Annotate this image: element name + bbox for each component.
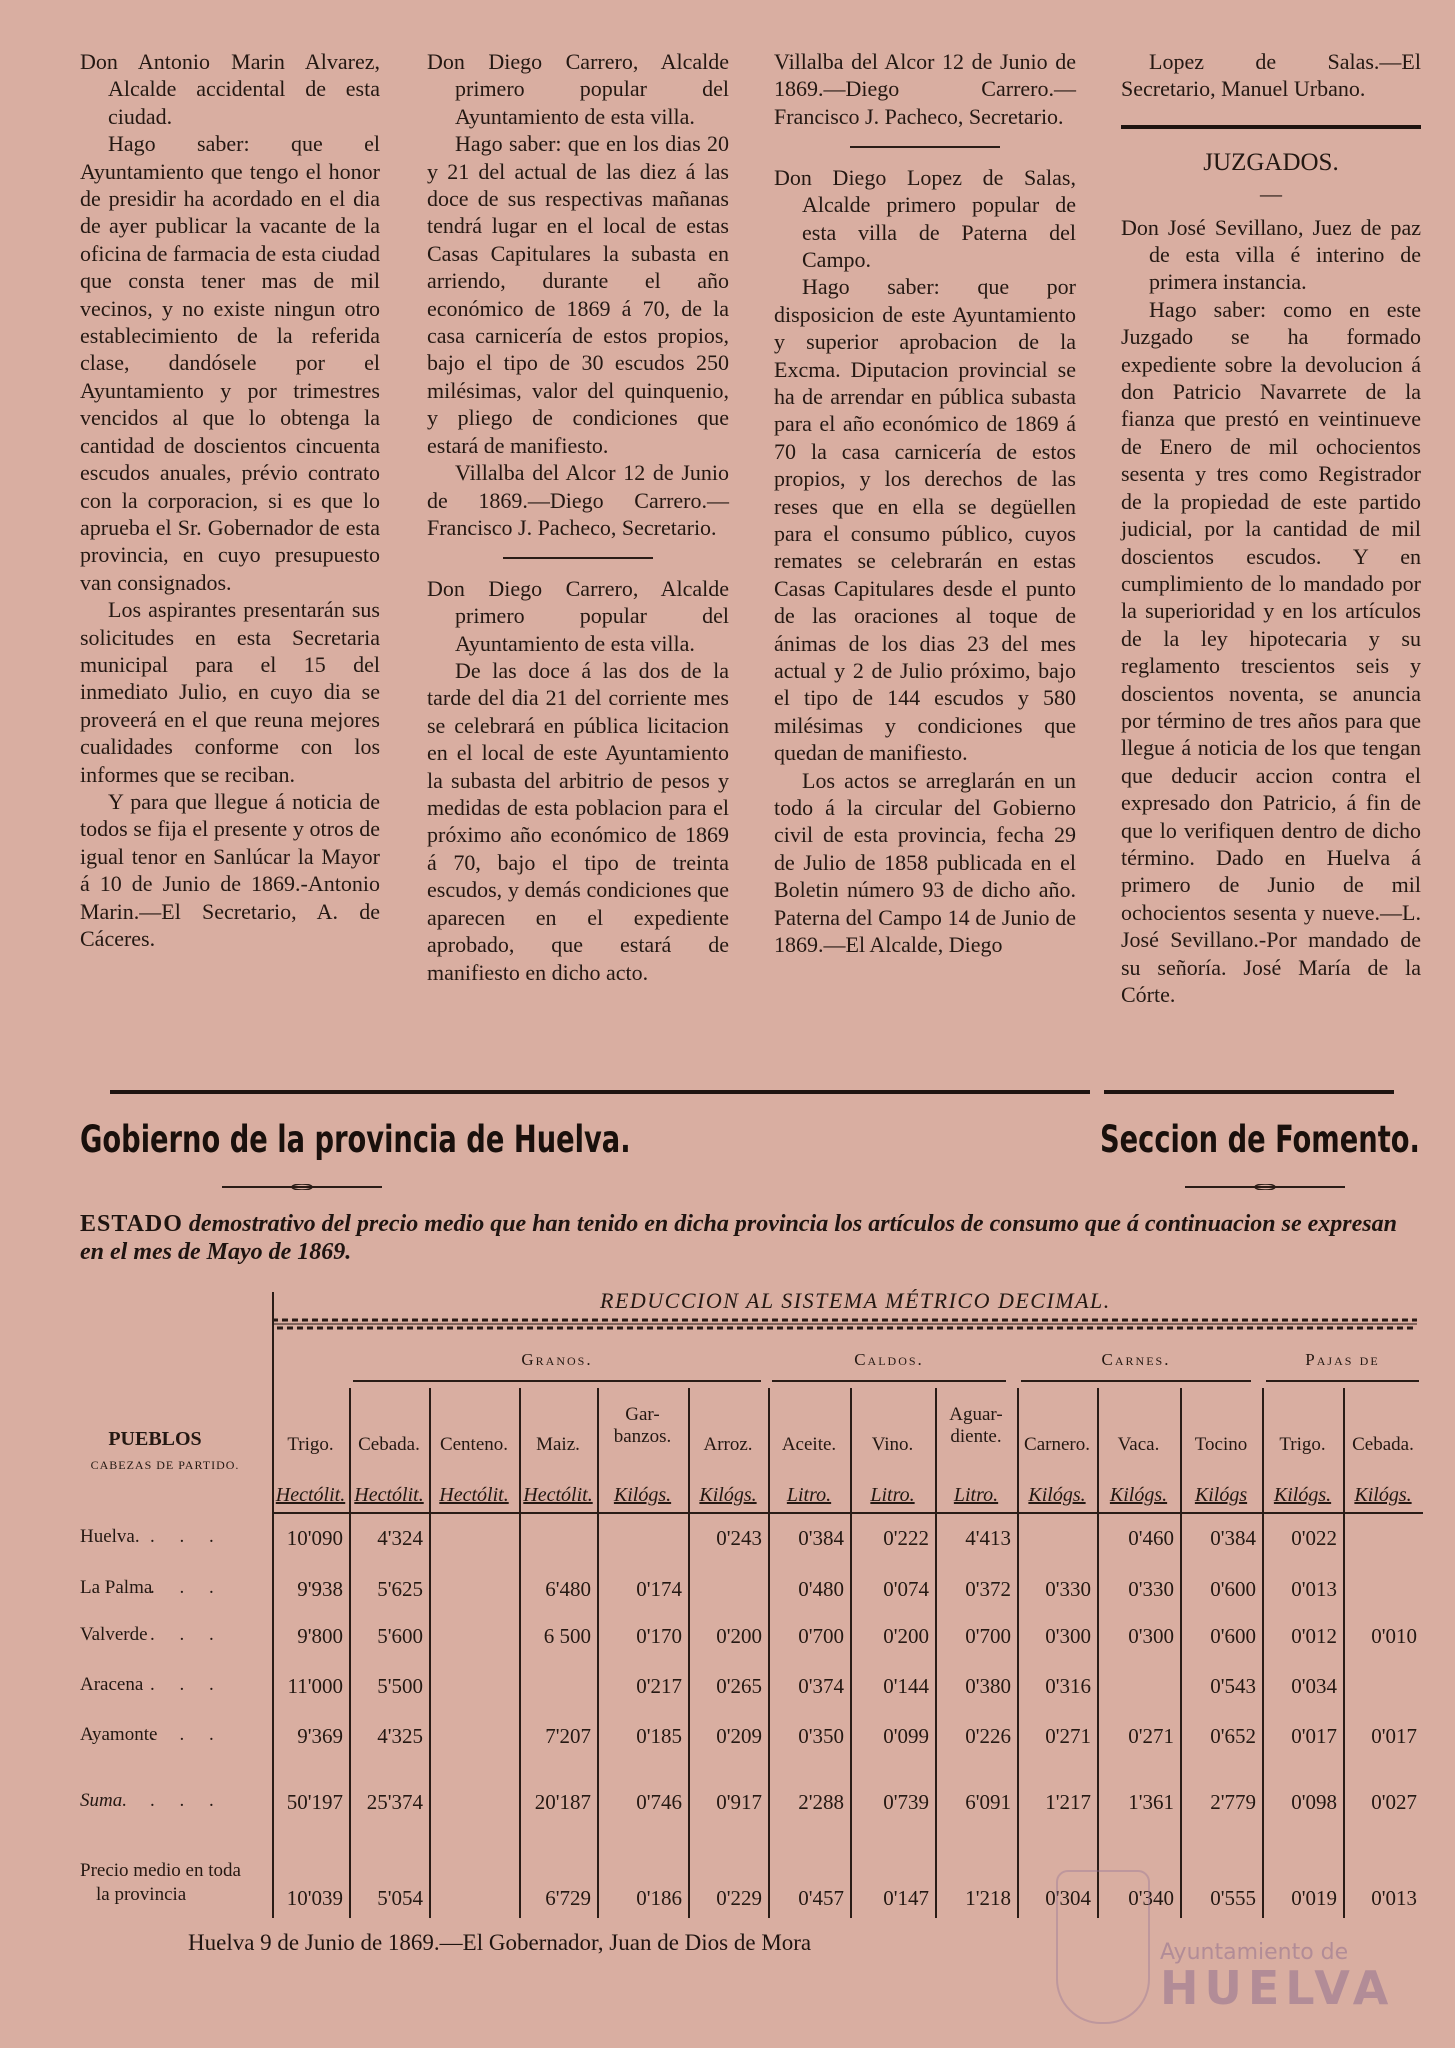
column-rule: [429, 1388, 431, 1918]
notice-paragraph: Hago saber: que por disposicion de este Ayuntamiento y superior aprobacion de la Excma. Diputacion provincial se ha de arrendar en pública subasta para el año económico de 1869 á 70 la casa carnicería de estos propios, y los derechos de las reses que en ella se degüellen para el consumo público, cuyos remates se celebrarán en estas Casas Capitulares desde el punto de las oraciones al toque de ánimas de los dias 23 del mes actual y 2 de Julio próximo, bajo el tipo de 144 escudos y 580 milésimas y condiciones que quedan de manifiesto.: [774, 274, 1076, 766]
watermark-line2: HUELVA: [1160, 1961, 1395, 2015]
estado-text: demostrativo del precio medio que han tenido en dicha provincia los artículos de consumo que á continuacion se expresan en el mes de Mayo de 1869.: [80, 1211, 1397, 1265]
rule: [1104, 1090, 1394, 1094]
watermark-line1: Ayuntamiento de: [1160, 1940, 1349, 1965]
column-rule: [349, 1388, 351, 1918]
section-title: Seccion de Fomento.: [1100, 1118, 1420, 1161]
column-unit: Litro.: [786, 1484, 832, 1506]
suma-row-cell: 2'779: [1210, 1790, 1256, 1814]
suma-row-cell: 25'374: [366, 1790, 423, 1814]
footer-signature: Huelva 9 de Junio de 1869.—El Gobernador, Juan de Dios de Mora: [188, 1930, 812, 1955]
column-rule: [1180, 1388, 1182, 1918]
group-header: Granos.: [521, 1350, 593, 1369]
column-rule: [519, 1388, 521, 1918]
table-row-cell: 0'099: [883, 1724, 929, 1748]
table-row-cell: 0'265: [716, 1674, 762, 1698]
suma-row-cell: 1'217: [1045, 1790, 1091, 1814]
column-rule: [850, 1388, 852, 1918]
table-row-cell: 4'413: [965, 1526, 1011, 1550]
group-rule: [353, 1380, 761, 1382]
suma-row-cell: 50'197: [286, 1790, 343, 1814]
table-row-cell: 0'010: [1371, 1624, 1417, 1648]
table-row-cell: 0'330: [1128, 1577, 1174, 1601]
table-row-cell: 0'200: [883, 1624, 929, 1648]
table-row-cell: 10'090: [286, 1526, 343, 1550]
medio-cell: 0'147: [883, 1886, 929, 1910]
table-row-cell: 5'600: [377, 1624, 423, 1648]
table-row-cell: 0'271: [1045, 1724, 1091, 1748]
estado-caption: [80, 1210, 1420, 1266]
table-row-cell: 0'300: [1128, 1624, 1174, 1648]
medio-cell: 0'457: [798, 1886, 844, 1910]
table-row-cell: 0'013: [1291, 1577, 1337, 1601]
suma-row-cell: 2'288: [798, 1790, 844, 1814]
column-unit: Kilógs.: [1028, 1484, 1086, 1506]
table-row-cell: 6'480: [545, 1577, 591, 1601]
notice-paragraph: Los aspirantes presentarán sus solicitudes en esta Secretaria municipal para el 15 del inmediato Julio, en cuyo dia se proveerá en el que reuna mejores cualidades conforme con los informes que se reciban.: [80, 597, 380, 787]
table-row-cell: 0'300: [1045, 1624, 1091, 1648]
table-row-cell: 0'185: [636, 1724, 682, 1748]
notice-paragraph: Villalba del Alcor 12 de Junio de 1869.—Diego Carrero.—Francisco J. Pacheco, Secretario.: [427, 460, 729, 540]
column-unit: Kilógs.: [613, 1484, 672, 1506]
column-header: Gar- banzos.: [613, 1404, 672, 1447]
table-row-label: Aracena: [80, 1674, 144, 1695]
table-row-cell: 0'384: [798, 1526, 844, 1550]
table-row-cell: 0'222: [883, 1526, 929, 1550]
table-row-cell: 0'017: [1291, 1724, 1337, 1748]
table-row-cell: 0'200: [716, 1624, 762, 1648]
table-row-cell: 5'625: [377, 1577, 423, 1601]
column-unit: Litro.: [953, 1484, 999, 1506]
table-row-cell: 5'500: [377, 1674, 423, 1698]
notice-paragraph: Lopez de Salas.—El Secretario, Manuel Urbano.: [1121, 49, 1421, 102]
leader-dots: . . .: [150, 1624, 224, 1645]
suma-row-cell: 0'917: [716, 1790, 762, 1814]
table-row-cell: 0'144: [883, 1674, 929, 1698]
column-rule: [1262, 1388, 1264, 1918]
notice-header: Don Diego Carrero, Alcalde primero popular del Ayuntamiento de esta villa.: [427, 49, 729, 129]
separator: [850, 146, 1000, 148]
medio-cell: 0'229: [716, 1886, 762, 1910]
medio-cell: 0'186: [636, 1886, 682, 1910]
suma-row-cell: 0'739: [883, 1790, 929, 1814]
separator: [503, 557, 653, 559]
table-row-cell: 0'380: [965, 1674, 1011, 1698]
table-row-cell: 0'652: [1210, 1724, 1256, 1748]
leader-dots: . . .: [150, 1674, 224, 1695]
table-row-cell: 0'017: [1371, 1724, 1417, 1748]
column-2: [427, 48, 729, 986]
separator-thick: [1121, 125, 1421, 129]
table-row-cell: 6 500: [543, 1624, 591, 1648]
column-header: Aceite.: [781, 1434, 837, 1455]
notice-paragraph: De las doce á las dos de la tarde del dia 21 del corriente mes se celebrará en pública licitacion en el local de este Ayuntamiento la subasta del arbitrio de pesos y medidas de esta poblacion para el próximo año económico de 1869 á 70, bajo el tipo de treinta escudos, y demás condiciones que aparecen en el expediente aprobado, que estará de manifiesto en dicho acto.: [427, 658, 729, 985]
table-row-cell: 7'207: [545, 1724, 591, 1748]
group-rule: [1021, 1380, 1251, 1382]
column-1: [80, 48, 380, 952]
column-header: Carnero.: [1024, 1434, 1090, 1455]
table-row-cell: 0'316: [1045, 1674, 1091, 1698]
medio-cell: 10'039: [286, 1886, 343, 1910]
medio-cell: 0'019: [1291, 1886, 1337, 1910]
medio-cell: 0'340: [1128, 1886, 1174, 1910]
medio-cell: 6'729: [545, 1886, 591, 1910]
estado-lead: ESTADO: [80, 1211, 183, 1237]
column-rule: [597, 1388, 599, 1918]
column-rule: [935, 1388, 937, 1918]
column-unit: Hectólit.: [275, 1484, 346, 1506]
watermark-seal-icon: [1056, 1870, 1150, 2024]
notice-paragraph: Hago saber: que el Ayuntamiento que tengo el honor de presidir ha acordado en el dia de ayer publicar la vacante de la oficina de farmacia de esta ciudad que consta tener mas de mil vecinos, y no existe ningun otro establecimiento de la referida clase, dandósele por el Ayuntamiento y por trimestres vencidos al que lo obtenga la cantidad de doscientos cincuenta escudos anuales, prévio contrato con la corporacion, si es que lo aprueba el Sr. Gobernador de esta provincia, en cuyo presupuesto van consignados.: [80, 131, 380, 595]
notice-header: Don Diego Lopez de Salas, Alcalde primero popular de esta villa de Paterna del Campo.: [774, 164, 1076, 272]
table-row-cell: 4'325: [377, 1724, 423, 1748]
dash: —: [1260, 181, 1282, 207]
table-row-label: La Palma: [80, 1577, 153, 1598]
suma-row-cell: 6'091: [965, 1790, 1011, 1814]
column-header: Cebada.: [1352, 1434, 1414, 1455]
suma-row-cell: 0'098: [1291, 1790, 1337, 1814]
table-row-cell: 0'209: [716, 1724, 762, 1748]
table-row-cell: 0'022: [1291, 1526, 1337, 1550]
column-header: Trigo.: [287, 1434, 334, 1455]
chain-border: [272, 1316, 1417, 1332]
medio-cell: 5'054: [377, 1886, 423, 1910]
table-row-cell: 0'600: [1210, 1624, 1256, 1648]
table-row-cell: 0'700: [798, 1624, 844, 1648]
column-header: Cebada.: [358, 1434, 420, 1455]
leader-dots: . . .: [150, 1724, 224, 1745]
column-rule: [688, 1388, 690, 1918]
table-row-cell: 0'700: [965, 1624, 1011, 1648]
column-unit: Hectólit.: [439, 1484, 509, 1506]
notice-header: Don Antonio Marin Alvarez, Alcalde accidental de esta ciudad.: [80, 49, 380, 129]
table-row-cell: 0'374: [798, 1674, 844, 1698]
column-header: Vino.: [871, 1434, 914, 1455]
column-unit: Hectólit.: [354, 1484, 424, 1506]
column-header: Tocino: [1194, 1434, 1248, 1455]
medio-cell: 0'304: [1045, 1886, 1091, 1910]
notice-paragraph: Hago saber: que en los dias 20 y 21 del actual de las diez á las doce de sus respectivas mañanas tendrá lugar en el local de estas Casas Capitulares la subasta en arriendo, durante el año económico de 1869 á 70, de la casa carnicería de estos propios, bajo el tipo de 30 escudos 250 milésimas, valor del quinquenio, y pliego de condiciones que estará de manifiesto.: [427, 131, 729, 458]
column-unit: Kilógs.: [1354, 1484, 1412, 1506]
table-row-cell: 4'324: [377, 1526, 423, 1550]
notice-paragraph: Villalba del Alcor 12 de Junio de 1869.—Diego Carrero.—Francisco J. Pacheco, Secretario.: [774, 49, 1076, 129]
group-header: Carnes.: [1101, 1350, 1171, 1369]
table-row-cell: 0'330: [1045, 1577, 1091, 1601]
suma-row-cell: 1'361: [1128, 1790, 1174, 1814]
medio-label-line2: la provincia: [96, 1884, 187, 1905]
table-row-cell: 0'271: [1128, 1724, 1174, 1748]
rule: [110, 1090, 1090, 1094]
medio-cell: 1'218: [965, 1886, 1011, 1910]
table-row-label: Ayamonte: [80, 1724, 158, 1745]
ornament: [222, 1184, 382, 1190]
table-row-cell: 0'372: [965, 1577, 1011, 1601]
column-rule: [1343, 1388, 1345, 1918]
table-row-cell: 0'170: [636, 1624, 682, 1648]
suma-row-label: Suma.: [80, 1790, 127, 1811]
column-rule: [1017, 1388, 1019, 1918]
column-rule: [272, 1292, 274, 1918]
notice-paragraph: Y para que llegue á noticia de todos se fija el presente y otros de igual tenor en Sanlúcar la Mayor á 10 de Junio de 1869.-Antonio Marin.—El Secretario, A. de Cáceres.: [80, 788, 380, 951]
suma-row-cell: 0'027: [1371, 1790, 1417, 1814]
table-super-header: REDUCCION AL SISTEMA MÉTRICO DECIMAL.: [600, 1288, 1111, 1313]
notice-header: Don José Sevillano, Juez de paz de esta villa é interino de primera instancia.: [1121, 214, 1421, 295]
table-row-label: Huelva.: [80, 1526, 140, 1547]
table-row-cell: 0'384: [1210, 1526, 1256, 1550]
table-row-cell: 0'012: [1291, 1624, 1337, 1648]
watermark: [1160, 1940, 1394, 2015]
table-row-cell: 0'074: [883, 1577, 929, 1601]
column-rule: [768, 1388, 770, 1918]
table-row-cell: 9'938: [297, 1577, 343, 1601]
column-header: Vaca.: [1117, 1434, 1160, 1455]
column-unit: Litro.: [870, 1484, 915, 1506]
column-unit: Hectólit.: [523, 1484, 593, 1506]
column-unit: Kilógs.: [699, 1484, 757, 1506]
table-row-cell: 0'226: [965, 1724, 1011, 1748]
column-header: Arroz.: [703, 1434, 753, 1455]
header-rule: [272, 1512, 1423, 1514]
table-row-cell: 0'174: [636, 1577, 682, 1601]
table-row-cell: 0'460: [1128, 1526, 1174, 1550]
table-row-cell: 9'800: [297, 1624, 343, 1648]
table-row-cell: 0'543: [1210, 1674, 1256, 1698]
table-row-cell: 0'217: [636, 1674, 682, 1698]
suma-row-cell: 20'187: [534, 1790, 591, 1814]
suma-row-cell: 0'746: [636, 1790, 682, 1814]
column-unit: Kilógs.: [1109, 1484, 1168, 1506]
column-header: Maiz.: [536, 1434, 580, 1455]
column-header: Centeno.: [439, 1434, 509, 1455]
leader-dots: . . .: [150, 1577, 224, 1598]
medio-cell: 0'013: [1371, 1886, 1417, 1910]
table-row-label: Valverde: [80, 1624, 148, 1645]
column-3: [774, 48, 1076, 959]
column-4: [1121, 48, 1421, 1008]
group-header: Pajas de: [1305, 1350, 1380, 1369]
table-row-cell: 0'243: [716, 1526, 762, 1550]
leader-dots: . . .: [150, 1526, 224, 1547]
column-unit: Kilógs.: [1273, 1484, 1332, 1506]
government-title: Gobierno de la provincia de Huelva.: [80, 1118, 631, 1161]
medio-cell: 0'555: [1210, 1886, 1256, 1910]
table-row-cell: 9'369: [297, 1724, 343, 1748]
pueblos-sublabel: CABEZAS DE PARTIDO.: [90, 1458, 240, 1472]
notice-header: Don Diego Carrero, Alcalde primero popular del Ayuntamiento de esta villa.: [427, 575, 729, 656]
column-header: Aguar- diente.: [949, 1404, 1003, 1447]
column-header: Trigo.: [1279, 1434, 1326, 1455]
column-rule: [1097, 1388, 1099, 1918]
table-row-cell: 0'600: [1210, 1577, 1256, 1601]
section-title-juzgados: JUZGADOS.: [1203, 148, 1339, 176]
medio-label-line1: Precio medio en toda: [80, 1860, 241, 1881]
table-row-cell: 0'350: [798, 1724, 844, 1748]
notice-paragraph: Hago saber: como en este Juzgado se ha formado expediente sobre la devolucion á don Patricio Navarrete de la fianza que prestó en veintinueve de Enero de mil ochocientos sesenta y tres como Registrador de la propiedad de este partido judicial, por la cantidad de mil doscientos escudos. Y en cumplimiento de lo mandado por la superioridad y en los artículos de la ley hipotecaria y su reglamento trescientos seis y doscientos noventa, se anuncia por término de tres años para que llegue á noticia de los que tengan que deducir accion contra el expresado don Patricio, á fin de que lo verifiquen dentro de dicho término. Dado en Huelva á primero de Junio de mil ochocientos sesenta y nueve.—L. José Sevillano.-Por mandado de su señoría. José María de la Córte.: [1121, 296, 1421, 1007]
group-header: Caldos.: [854, 1350, 924, 1369]
table-row-cell: 11'000: [287, 1674, 343, 1698]
column-unit: Kilógs: [1194, 1484, 1248, 1506]
table-row-cell: 0'034: [1291, 1674, 1337, 1698]
group-rule: [772, 1380, 1006, 1382]
leader-dots: . . .: [150, 1790, 224, 1811]
group-rule: [1266, 1380, 1419, 1382]
pueblos-label: PUEBLOS: [108, 1428, 202, 1450]
notice-paragraph: Los actos se arreglarán en un todo á la circular del Gobierno civil de esta provincia, fecha 29 de Julio de 1858 publicada en el Boletin número 93 de dicho año. Paterna del Campo 14 de Junio de 1869.—El Alcalde, Diego: [774, 767, 1076, 958]
ornament: [1185, 1184, 1345, 1190]
table-row-cell: 0'480: [798, 1577, 844, 1601]
